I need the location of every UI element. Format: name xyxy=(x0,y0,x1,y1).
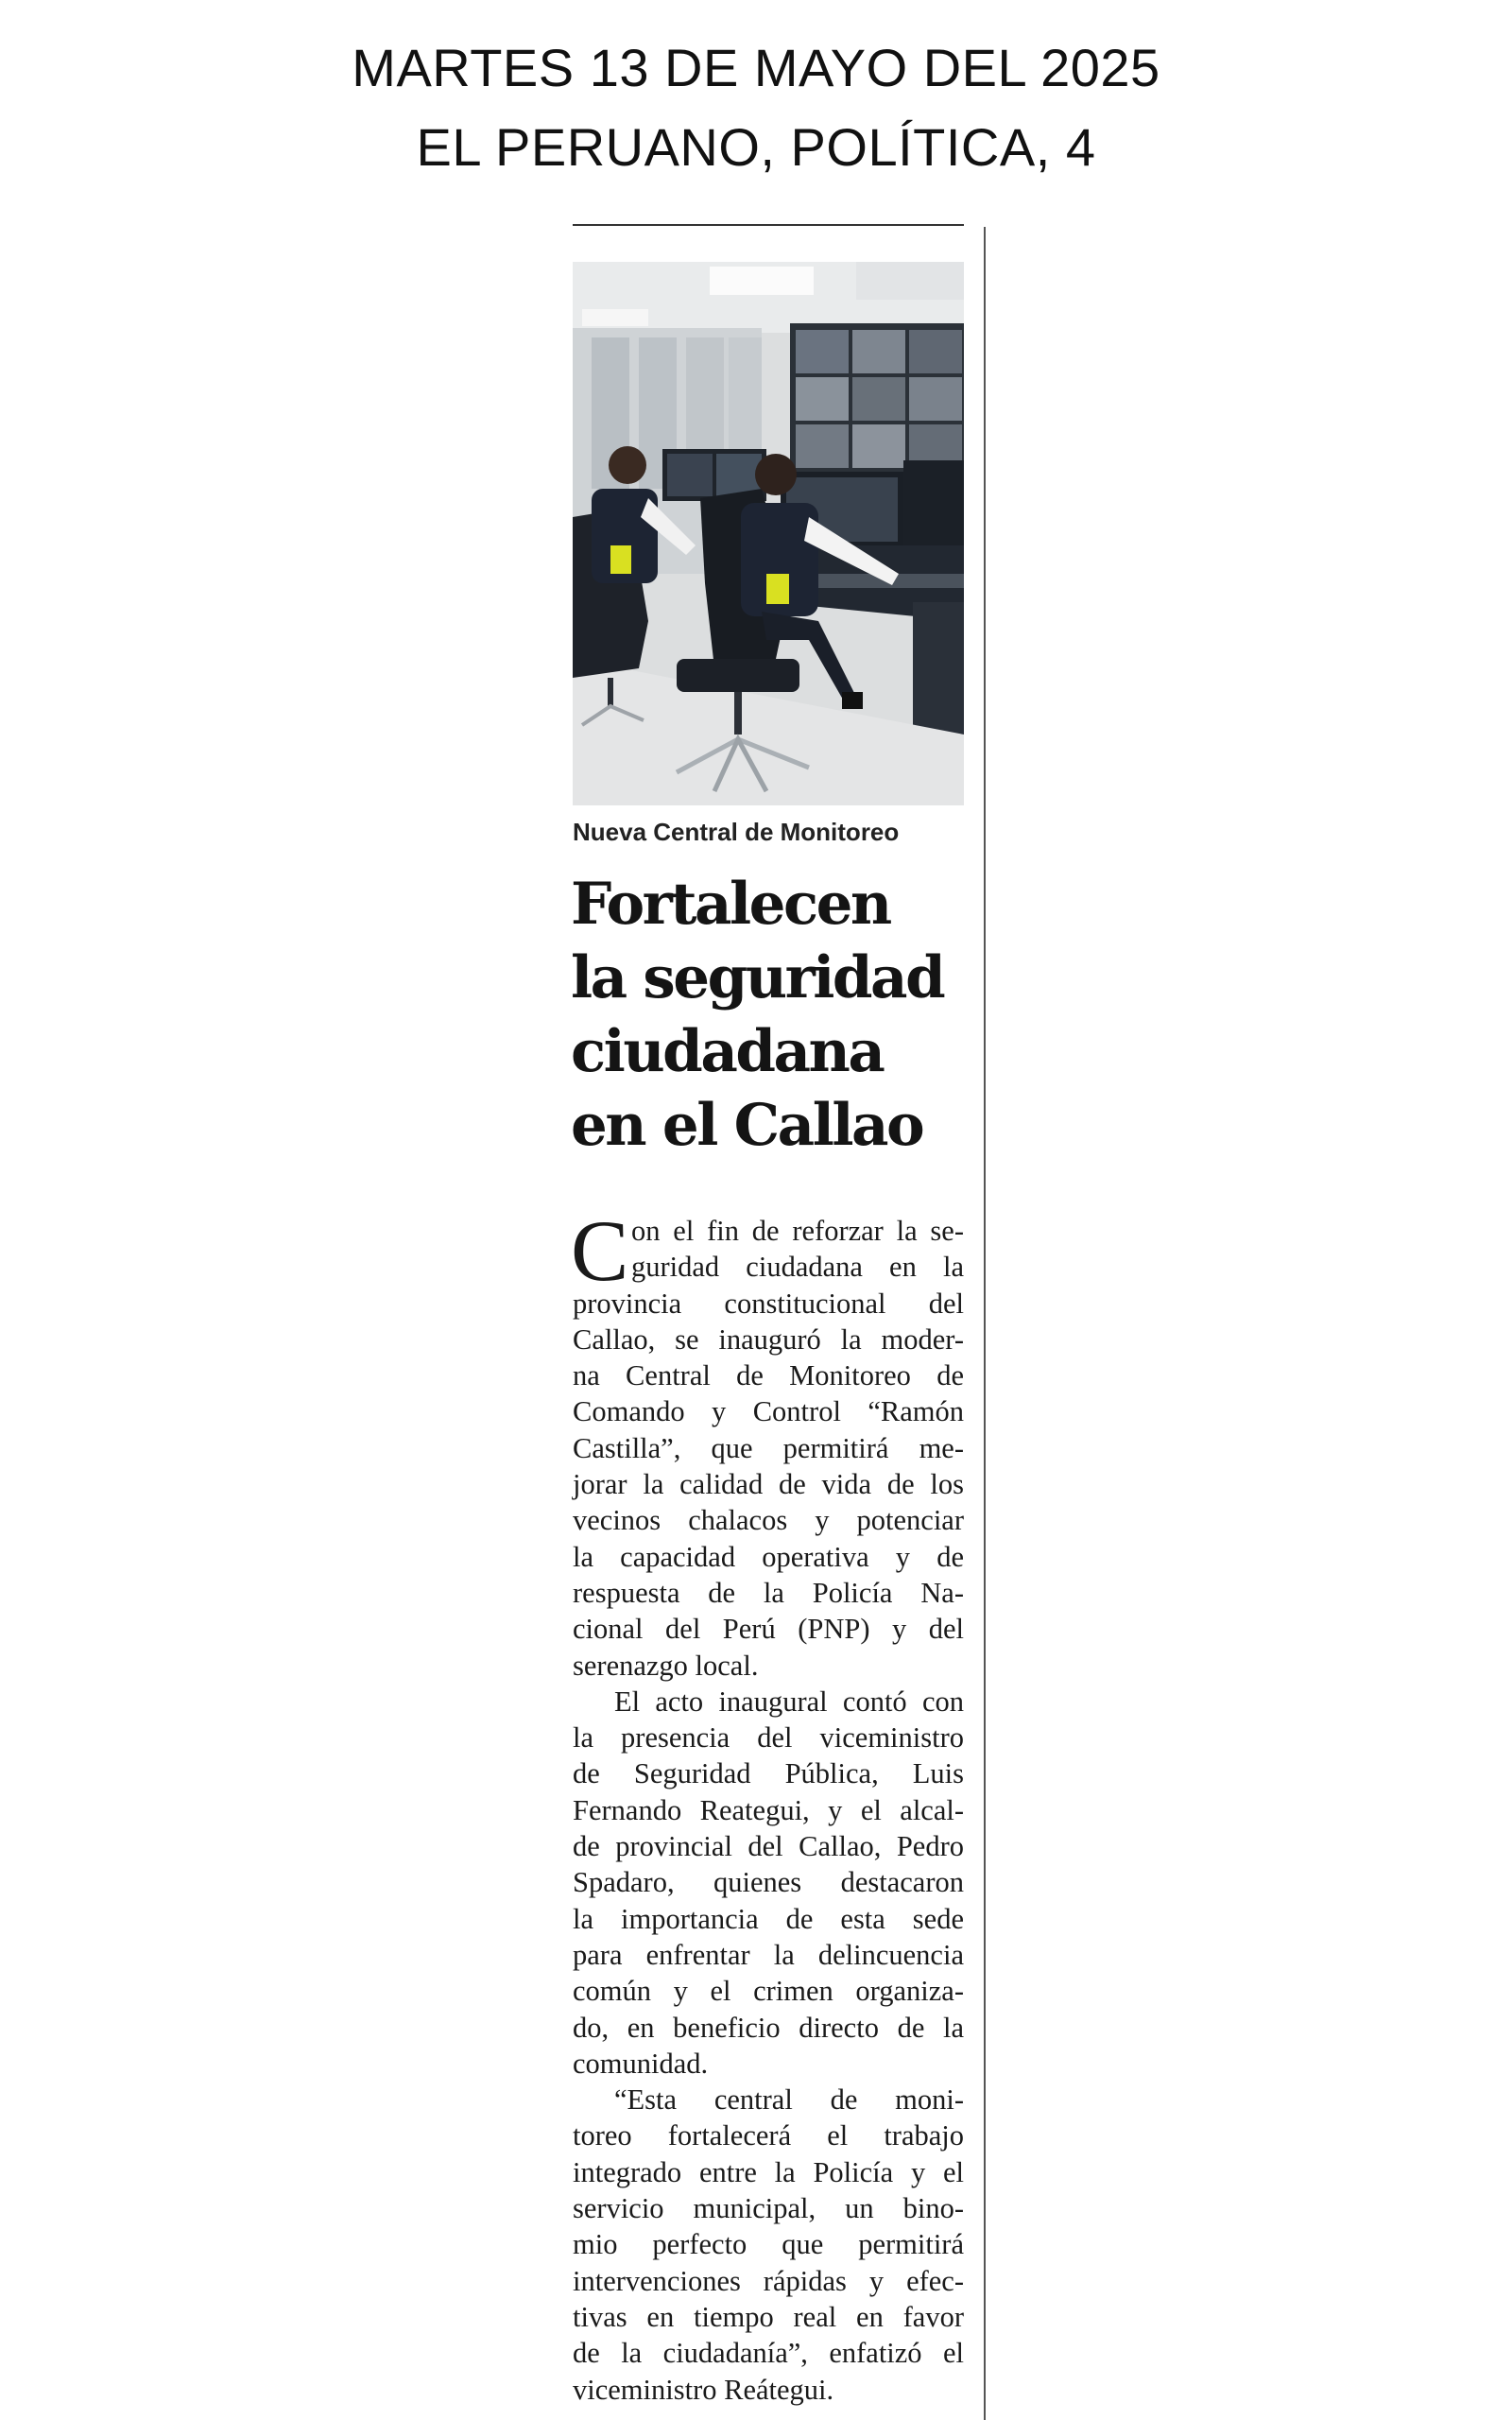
body-line: on el fin de reforzar la se- xyxy=(631,1215,964,1247)
body-line: Fernando Reategui, y el alcal- xyxy=(573,1793,964,1826)
body-line: de provincial del Callao, Pedro xyxy=(573,1830,964,1863)
body-line: do, en beneficio directo de la xyxy=(573,2011,964,2044)
body-line: para enfrentar la delincuencia xyxy=(573,1938,964,1971)
body-line: integrado entre la Policía y el xyxy=(573,2155,964,2188)
body-line: “Esta central de moni- xyxy=(614,2083,964,2117)
column-rule xyxy=(984,227,986,2420)
body-line: la importancia de esta sede xyxy=(573,1902,964,1935)
body-line: de la ciudadanía”, enfatizó el xyxy=(573,2337,964,2370)
body-line: guridad ciudadana en la xyxy=(631,1251,964,1284)
body-line: na Central de Monitoreo de xyxy=(573,1359,964,1392)
headline-line: la seguridad xyxy=(571,944,944,1011)
body-line: viceministro Reátegui. xyxy=(573,2373,834,2406)
body-line: respuesta de la Policía Na- xyxy=(573,1576,964,1609)
headline-line: Fortalecen xyxy=(571,871,890,938)
headline-line: en el Callao xyxy=(571,1092,923,1159)
body-line: serenazgo local. xyxy=(573,1649,759,1682)
article-body xyxy=(571,1202,964,2408)
body-line: servicio municipal, un bino- xyxy=(573,2192,964,2225)
body-line: intervenciones rápidas y efec- xyxy=(573,2264,964,2297)
body-line: provincia constitucional del xyxy=(573,1287,964,1320)
body-line: la presencia del viceministro xyxy=(573,1721,964,1754)
body-line: cional del Perú (PNP) y del xyxy=(573,1613,964,1646)
date-line: MARTES 13 DE MAYO DEL 2025 xyxy=(352,38,1160,97)
source-line: EL PERUANO, POLÍTICA, 4 xyxy=(416,117,1096,177)
body-line: Comando y Control “Ramón xyxy=(573,1395,964,1428)
body-line: Spadaro, quienes destacaron xyxy=(573,1866,964,1899)
article-photo xyxy=(573,262,964,805)
body-line: jorar la calidad de vida de los xyxy=(573,1468,964,1501)
body-line: comunidad. xyxy=(573,2047,709,2080)
body-line: Castilla”, que permitirá me- xyxy=(573,1431,964,1464)
top-rule xyxy=(573,224,964,226)
body-line: toreo fortalecerá el trabajo xyxy=(573,2119,964,2152)
article-kicker: Nueva Central de Monitoreo xyxy=(573,818,900,846)
body-line: la capacidad operativa y de xyxy=(573,1540,964,1573)
body-line: común y el crimen organiza- xyxy=(573,1975,964,2008)
article-headline xyxy=(571,868,968,1163)
headline-line: ciudadana xyxy=(571,1018,884,1085)
body-line: vecinos chalacos y potenciar xyxy=(573,1504,964,1537)
drop-cap: C xyxy=(571,1202,629,1299)
body-line: de Seguridad Pública, Luis xyxy=(573,1757,964,1790)
body-line: El acto inaugural contó con xyxy=(614,1685,964,1718)
body-line: Callao, se inauguró la moder- xyxy=(573,1322,964,1356)
body-line: mio perfecto que permitirá xyxy=(573,2228,964,2261)
clipping-header xyxy=(0,28,1512,187)
body-line: tivas en tiempo real en favor xyxy=(573,2300,964,2333)
